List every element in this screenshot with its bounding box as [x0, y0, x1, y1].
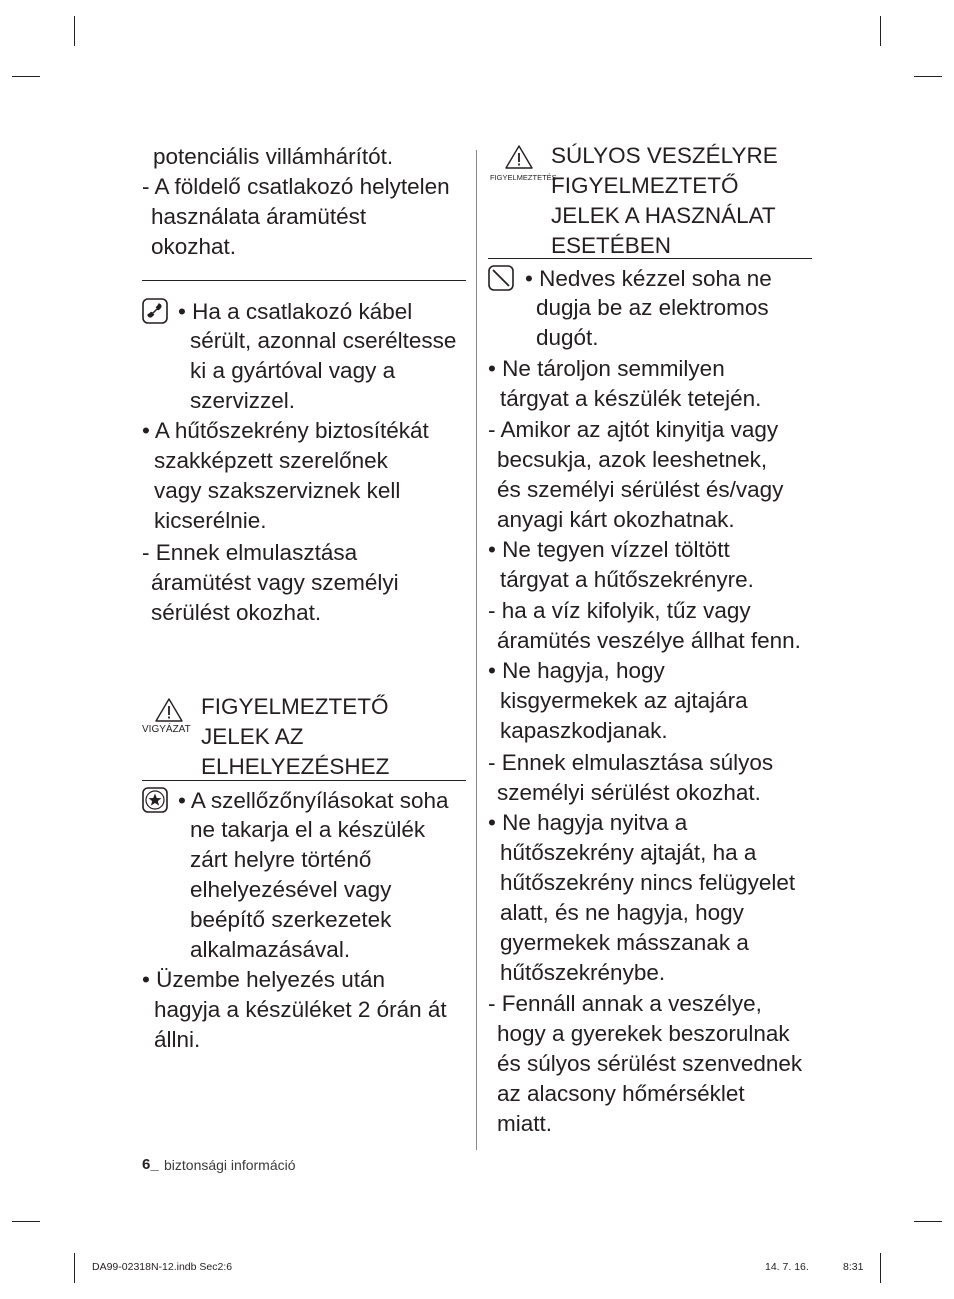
text-line: hagyja a készüléket 2 órán át — [154, 997, 447, 1022]
text-line: ki a gyártóval vagy a — [190, 358, 396, 383]
phone-icon — [142, 298, 168, 329]
text-line: beépítő szerkezetek — [190, 907, 392, 932]
slug-file: DA99-02318N-12.indb Sec2:6 — [92, 1261, 233, 1273]
warning-label: FIGYELMEZTETÉS — [490, 173, 557, 182]
text-line: • Ne tároljon semmilyen — [488, 356, 725, 381]
text-line: dugja be az elektromos — [536, 295, 769, 320]
text-line: dugót. — [536, 325, 599, 350]
text-line: sérült, azonnal cseréltesse — [190, 328, 457, 353]
section-heading: FIGYELMEZTETŐ — [551, 173, 739, 198]
text-line: használata áramütést — [151, 204, 367, 229]
text-line: kicserélnie. — [154, 508, 267, 533]
crop-mark — [880, 1253, 881, 1283]
text-line: • Ne hagyja nyitva a — [488, 810, 688, 835]
section-heading: ELHELYEZÉSHEZ — [201, 754, 390, 779]
text-line: állni. — [154, 1027, 201, 1052]
text-line: becsukja, azok leeshetnek, — [497, 447, 768, 472]
text-line: gyermekek másszanak a — [500, 930, 749, 955]
text-line: • A hűtőszekrény biztosítékát — [142, 418, 429, 443]
text-line: hűtőszekrény nincs felügyelet — [500, 870, 796, 895]
text-line: • A szellőzőnyílásokat soha — [178, 788, 449, 813]
text-line: az alacsony hőmérséklet — [497, 1081, 745, 1106]
text-line: • Ne hagyja, hogy — [488, 658, 665, 683]
text-line: • Ne tegyen vízzel töltött — [488, 537, 730, 562]
text-line: okozhat. — [151, 234, 237, 259]
crop-mark — [12, 1221, 40, 1222]
text-line: és súlyos sérülést szenvednek — [497, 1051, 803, 1076]
section-rule — [488, 258, 812, 259]
text-line: miatt. — [497, 1111, 553, 1136]
section-name: biztonsági információ — [164, 1157, 296, 1173]
text-line: - Ennek elmulasztása — [142, 540, 358, 565]
text-line: - Ennek elmulasztása súlyos — [488, 750, 774, 775]
text-line: szervizzel. — [190, 388, 296, 413]
text-line: áramütést vagy személyi — [151, 570, 399, 595]
crop-mark — [914, 1221, 942, 1222]
warning-triangle-icon — [504, 144, 534, 175]
column-divider — [476, 150, 477, 1150]
section-heading: ESETÉBEN — [551, 233, 672, 258]
slug-date: 14. 7. 16. — [765, 1261, 809, 1273]
text-line: ne takarja el a készülék — [190, 817, 426, 842]
text-line: kapaszkodjanak. — [500, 718, 668, 743]
section-heading: JELEK A HASZNÁLAT — [551, 203, 776, 228]
text-line: és személyi sérülést és/vagy — [497, 477, 784, 502]
section-rule — [142, 280, 466, 281]
text-line: - Amikor az ajtót kinyitja vagy — [488, 417, 779, 442]
text-line: személyi sérülést okozhat. — [497, 780, 761, 805]
text-line: alkalmazásával. — [190, 937, 351, 962]
text-line: hűtőszekrénybe. — [500, 960, 666, 985]
text-line: sérülést okozhat. — [151, 600, 322, 625]
text-line: - ha a víz kifolyik, tűz vagy — [488, 598, 751, 623]
section-rule — [142, 780, 466, 781]
prohibition-icon — [488, 265, 514, 296]
text-line: hűtőszekrény ajtaját, ha a — [500, 840, 757, 865]
text-line: tárgyat a készülék tetején. — [500, 386, 762, 411]
text-line: • Ha a csatlakozó kábel — [178, 299, 413, 324]
text-line: kisgyermekek az ajtajára — [500, 688, 748, 713]
text-line: anyagi kárt okozhatnak. — [497, 507, 735, 532]
text-line: zárt helyre történő — [190, 847, 372, 872]
text-line: vagy szakszerviznek kell — [154, 478, 401, 503]
crop-mark — [74, 16, 75, 46]
text-line: - Fennáll annak a veszélye, — [488, 991, 762, 1016]
text-line: • Nedves kézzel soha ne — [525, 266, 772, 291]
text-line: áramütés veszélye állhat fenn. — [497, 628, 801, 653]
slug-time: 8:31 — [843, 1261, 864, 1273]
crop-mark — [880, 16, 881, 46]
section-heading: JELEK AZ — [201, 724, 304, 749]
crop-mark — [914, 76, 942, 77]
text-line: hogy a gyerekek beszorulnak — [497, 1021, 790, 1046]
text-line: elhelyezésével vagy — [190, 877, 392, 902]
text-line: - A földelő csatlakozó helytelen — [142, 174, 450, 199]
crop-mark — [12, 76, 40, 77]
text-line: • Üzembe helyezés után — [142, 967, 386, 992]
caution-label: VIGYÁZAT — [142, 724, 191, 735]
section-heading: SÚLYOS VESZÉLYRE — [551, 143, 778, 168]
text-line: potenciális villámhárítót. — [153, 144, 394, 169]
text-line: szakképzett szerelőnek — [154, 448, 388, 473]
text-line: alatt, és ne hagyja, hogy — [500, 900, 744, 925]
star-icon — [142, 787, 168, 818]
text-line: tárgyat a hűtőszekrényre. — [500, 567, 754, 592]
section-heading: FIGYELMEZTETŐ — [201, 694, 389, 719]
crop-mark — [74, 1253, 75, 1283]
page-number: 6_ — [142, 1156, 159, 1173]
